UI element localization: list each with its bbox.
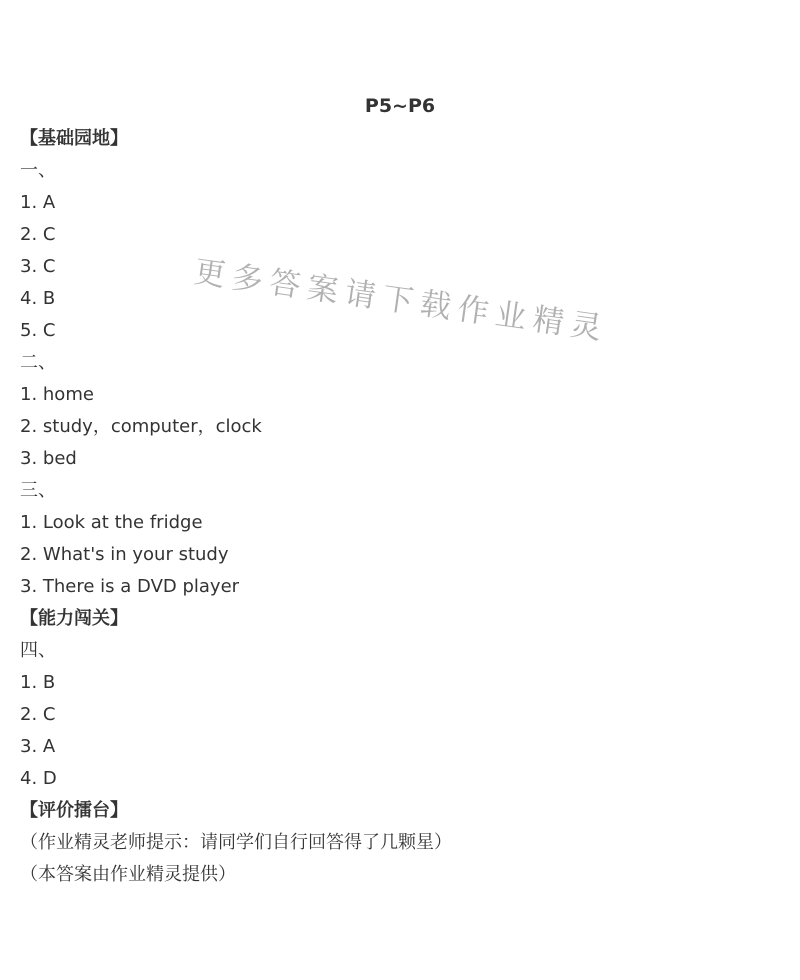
section-heading: 【基础园地】 [20, 128, 128, 149]
answer-line: 1. A [20, 192, 56, 213]
answer-line: 4. B [20, 288, 56, 309]
answer-line: 3. There is a DVD player [20, 576, 240, 597]
page-title: P5~P6 [364, 95, 436, 117]
answer-line: 4. D [20, 768, 57, 789]
answer-line: 2. What's in your study [20, 544, 229, 565]
section-heading: 【能力闯关】 [20, 608, 128, 629]
answer-line: 2. C [20, 704, 56, 725]
question-group-label: 四、 [20, 640, 56, 661]
answer-line: 3. A [20, 736, 56, 757]
note-line: （本答案由作业精灵提供） [20, 864, 236, 885]
answer-content [20, 123, 780, 891]
answer-line: 2. study，computer，clock [20, 416, 262, 437]
section-heading: 【评价擂台】 [20, 800, 128, 821]
watermark-text: 更多答案请下载作业精灵 [191, 253, 611, 348]
answer-line: 5. C [20, 320, 56, 341]
answer-line: 1. B [20, 672, 56, 693]
answer-line: 3. C [20, 256, 56, 277]
answer-line: 1. Look at the fridge [20, 512, 203, 533]
answer-line: 2. C [20, 224, 56, 245]
question-group-label: 三、 [20, 480, 56, 501]
note-line: （作业精灵老师提示：请同学们自行回答得了几颗星） [20, 832, 452, 853]
answer-line: 3. bed [20, 448, 77, 469]
answer-line: 1. home [20, 384, 94, 405]
question-group-label: 二、 [20, 352, 56, 373]
question-group-label: 一、 [20, 160, 56, 181]
